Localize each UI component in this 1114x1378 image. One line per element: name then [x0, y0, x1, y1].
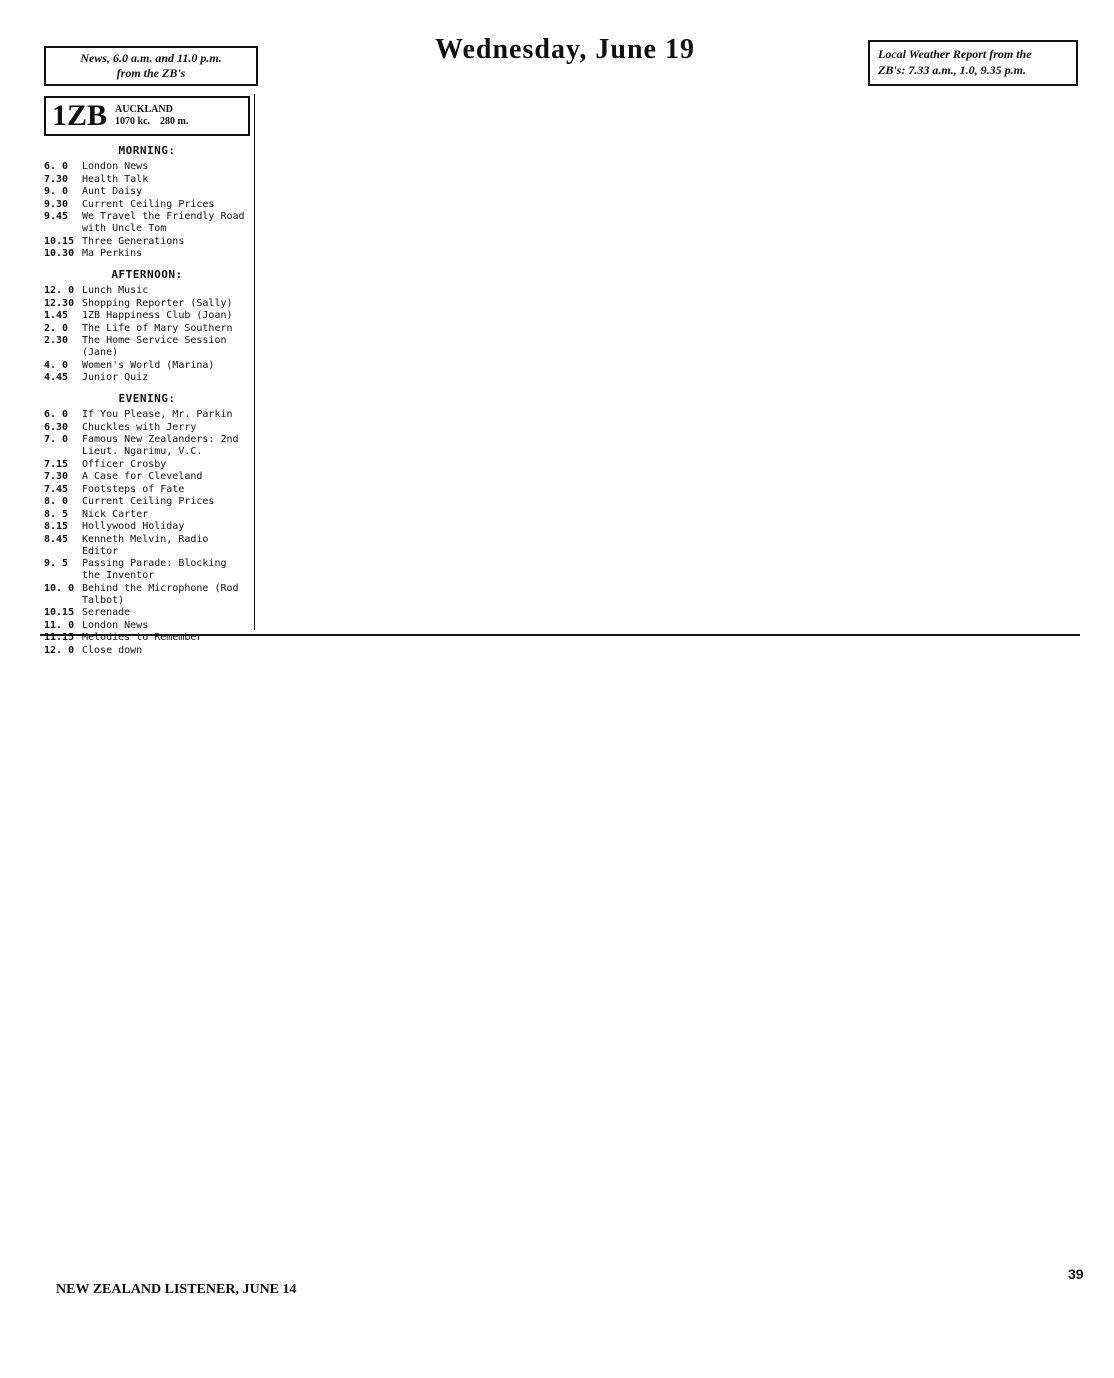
- section-divider: [40, 634, 1080, 636]
- station-info: [115, 104, 188, 128]
- schedule-list-afternoon: [44, 285, 250, 384]
- entry-time: 4. 0: [44, 359, 69, 371]
- entry-programme: Close down: [82, 644, 143, 656]
- section-heading-evening: EVENING:: [118, 392, 176, 405]
- entry-programme: Famous New Zealanders: 2nd Lieut. Ngarimu, V.C.: [82, 434, 239, 457]
- entry-time: 9.45: [44, 211, 69, 222]
- entry-time: 7.30: [44, 471, 69, 482]
- entry-time: 2.30: [44, 335, 69, 346]
- entry-programme: Current Ceiling Prices: [82, 198, 215, 210]
- entry-time: 8. 0: [44, 496, 69, 507]
- schedule-entry: [44, 335, 250, 359]
- entry-programme: Women's World (Marina): [82, 359, 215, 371]
- entry-time: 12.30: [44, 297, 75, 309]
- entry-time: 9. 0: [44, 186, 69, 197]
- schedule-entry: [44, 509, 250, 521]
- weather-line2: ZB's: 7.33 a.m., 1.0, 9.35 p.m.: [878, 63, 1027, 77]
- column-rule: [254, 94, 255, 630]
- schedule-entry: [44, 422, 250, 434]
- entry-programme: Junior Quiz: [82, 372, 149, 383]
- schedule-list-morning: [44, 161, 250, 260]
- entry-programme: Nick Carter: [82, 508, 149, 520]
- entry-programme: Current Ceiling Prices: [82, 496, 215, 507]
- schedule-entry: [44, 298, 250, 310]
- entry-time: 10.15: [44, 235, 75, 247]
- schedule-entry: [44, 409, 250, 421]
- section-heading-afternoon: AFTERNOON:: [111, 268, 183, 281]
- entry-time: 8.45: [44, 533, 69, 545]
- weather-line1: Local Weather Report from the: [878, 47, 1032, 61]
- entry-time: 9.30: [44, 198, 69, 210]
- schedule-entry: [44, 310, 250, 322]
- news-times-line2: from the ZB's: [116, 66, 186, 80]
- entry-programme: Serenade: [82, 607, 131, 618]
- entry-programme: If You Please, Mr. Parkin: [82, 409, 233, 420]
- entry-programme: London News: [82, 619, 149, 631]
- entry-time: 2. 0: [44, 322, 69, 334]
- entry-time: 12. 0: [44, 285, 75, 296]
- station-call-sign: 1ZB: [52, 99, 108, 132]
- schedule-entry: [44, 161, 250, 173]
- station-column-1zb: [44, 96, 250, 657]
- entry-programme: Officer Crosby: [82, 458, 167, 470]
- schedule-entry: [44, 534, 250, 558]
- page-title: Wednesday, June 19: [435, 34, 695, 65]
- schedule-entry: [44, 211, 250, 235]
- schedule-entry: [44, 174, 250, 186]
- weather-report-box: [868, 40, 1078, 86]
- schedule-entry: [44, 521, 250, 533]
- schedule-entry: [44, 645, 250, 657]
- entry-time: 8. 5: [44, 508, 69, 520]
- entry-programme: Behind the Microphone (Rod Talbot): [82, 582, 239, 606]
- entry-time: 6. 0: [44, 161, 69, 172]
- entry-programme: Chuckles with Jerry: [82, 421, 197, 433]
- news-times-line1: News, 6.0 a.m. and 11.0 p.m.: [80, 51, 222, 65]
- entry-programme: Health Talk: [82, 173, 149, 185]
- entry-time: 7. 0: [44, 434, 69, 445]
- entry-time: 10.15: [44, 607, 75, 618]
- entry-programme: London News: [82, 161, 149, 172]
- station-frequency: [115, 116, 188, 128]
- entry-programme: Shopping Reporter (Sally): [82, 297, 233, 309]
- entry-programme: The Home Service Session (Jane): [82, 335, 227, 358]
- entry-programme: Ma Perkins: [82, 248, 143, 259]
- entry-programme: 1ZB Happiness Club (Joan): [82, 310, 233, 321]
- schedule-entry: [44, 248, 250, 260]
- entry-time: 9. 5: [44, 558, 69, 569]
- station-wavelength: 280 m.: [160, 116, 189, 127]
- schedule-list-evening: [44, 409, 250, 657]
- schedule-entry: [44, 620, 250, 632]
- page-number: 39: [1068, 1266, 1084, 1282]
- entry-time: 6.30: [44, 421, 69, 433]
- schedule-entry: [44, 484, 250, 496]
- entry-programme: Three Generations: [82, 235, 185, 247]
- entry-time: 7.15: [44, 458, 69, 470]
- entry-programme: Kenneth Melvin, Radio Editor: [82, 533, 209, 557]
- news-times-box: [44, 46, 258, 86]
- entry-time: 6. 0: [44, 409, 69, 420]
- entry-time: 8.15: [44, 521, 69, 532]
- entry-time: 4.45: [44, 372, 69, 383]
- schedule-entry: [44, 372, 250, 384]
- schedule-entry: [44, 199, 250, 211]
- entry-programme: Melodies to Remember: [82, 632, 203, 643]
- publication-footer: NEW ZEALAND LISTENER, JUNE 14: [56, 1282, 297, 1297]
- entry-programme: Lunch Music: [82, 285, 149, 296]
- schedule-entry: [44, 496, 250, 508]
- schedule-entry: [44, 285, 250, 297]
- schedule-entry: [44, 607, 250, 619]
- station-city: AUCKLAND: [115, 104, 173, 115]
- entry-time: 11.15: [44, 632, 75, 643]
- entry-programme: The Life of Mary Southern: [82, 322, 233, 334]
- entry-programme: We Travel the Friendly Road with Uncle Tom: [82, 211, 245, 234]
- entry-time: 7.30: [44, 173, 69, 185]
- schedule-entry: [44, 323, 250, 335]
- schedule-entry: [44, 471, 250, 483]
- schedule-entry: [44, 186, 250, 198]
- schedule-entry: [44, 583, 250, 607]
- section-heading-morning: MORNING:: [118, 144, 176, 157]
- schedule-entry: [44, 459, 250, 471]
- schedule-entry: [44, 558, 250, 582]
- schedule-entry: [44, 434, 250, 458]
- schedule-entry: [44, 236, 250, 248]
- schedule-entry: [44, 360, 250, 372]
- entry-time: 12. 0: [44, 644, 75, 656]
- entry-programme: Passing Parade: Blocking the Inventor: [82, 558, 227, 581]
- entry-time: 7.45: [44, 483, 69, 495]
- station-header-1zb: [44, 96, 250, 136]
- station-kc: 1070 kc.: [115, 116, 151, 127]
- entry-time: 10.30: [44, 248, 75, 259]
- entry-programme: Aunt Daisy: [82, 186, 143, 197]
- entry-time: 1.45: [44, 310, 69, 321]
- entry-time: 11. 0: [44, 619, 75, 631]
- entry-programme: A Case for Cleveland: [82, 471, 203, 482]
- entry-time: 10. 0: [44, 582, 75, 594]
- entry-programme: Footsteps of Fate: [82, 483, 185, 495]
- entry-programme: Hollywood Holiday: [82, 521, 185, 532]
